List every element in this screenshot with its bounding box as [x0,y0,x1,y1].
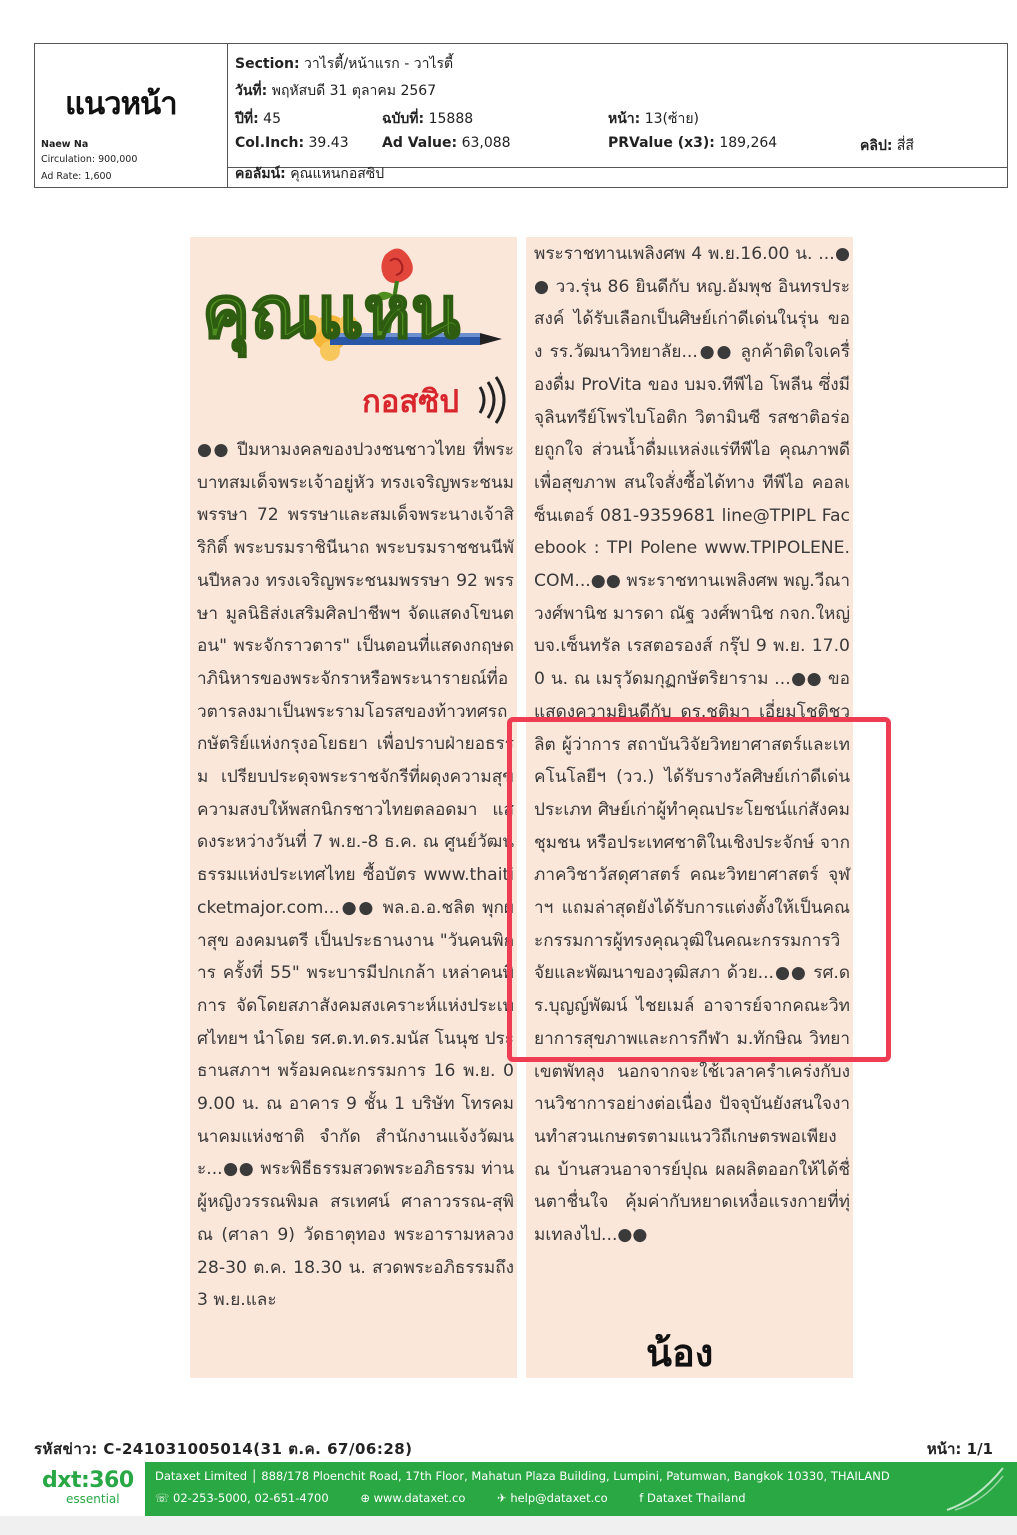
clip-field: คลิป: สี่สี [860,138,914,154]
column-logo [190,237,517,427]
column-logo-graphic [190,237,517,427]
footer-contact-bar [145,1462,1017,1516]
article-text-left: ●● ปีมหามงคลของปวงชนชาวไทย ที่พระบาทสมเด็จพระเจ้าอยู่หัว ทรงเจริญพระชนมพรรษา 72 พรรษาและสมเด็จพระนางเจ้าสิริกิติ์ พระบรมราชินีนาถ พระบรมราชชนนีพันปีหลวง ทรงเจริญพระชนมพรรษา 92 พรรษา มูลนิธิส่งเสริมศิลปาชีพฯ จัดแสดงโขนตอน" พระจักราวตาร" เป็นตอนที่แสดงกฤษดาภินิหารของพระจักราหรือพระนารายณ์ที่อวตารลงมาเป็นพระรามโอรสของท้าวทศรถ กษัตริย์แห่งกรุงอโยธยา เพื่อปราบฝ่ายอธรรม เปรียบประดุจพระราชจักรีที่ผดุงความสุขความสงบให้พสกนิกรชาวไทยตลอดมา แสดงระหว่างวันที่ 7 พ.ย.-8 ธ.ค. ณ ศูนย์วัฒนธรรมแห่งประเทศไทย ซื้อบัตร www.thaiticketmajor.com...●● พล.อ.อ.ชลิต พุกผาสุข องคมนตรี เป็นประธานงาน "วันคนพิการ ครั้งที่ 55" พระบารมีปกเกล้า เหล่าคนพิการ จัดโดยสภาสังคมสงเคราะห์แห่งประเทศไทยฯ นำโดย รศ.ต.ท.ดร.มนัส โนนุช ประธานสภาฯ พร้อมคณะกรรมการ 16 พ.ย. 09.00 น. ณ อาคาร 9 ชั้น 1 บริษัท โทรคมนาคมแห่งชาติ จำกัด สำนักงานแจ้งวัฒนะ...●● พระพิธีธรรมสวดพระอภิธรรม ท่านผู้หญิงวรรณพิมล สรเทศน์ ศาลาวรรณ-สุพิณ (ศาลา 9) วัดธาตุทอง พระอารามหลวง 28-30 ต.ค. 18.30 น. สวดพระอภิธรรมถึง 3 พ.ย.และ [197,440,514,1311]
year-field: ปีที่: 45 [235,111,281,127]
brand-name: dxt:360 [42,1468,134,1493]
sound-waves-icon [480,377,504,423]
news-code: รหัสข่าว: C-241031005014(31 ต.ค. 67/06:28) [34,1440,413,1458]
contact-row [155,1491,774,1505]
email-link[interactable]: ✈ help@dataxet.co [497,1491,608,1505]
advalue-field: Ad Value: 63,088 [382,135,511,151]
page-field: หน้า: 13(ซ้าย) [608,111,700,127]
brand-tagline: essential [66,1492,120,1506]
section-row: Section: วาไรตี้/หน้าแรก - วาไรตี้ [235,56,454,72]
circulation: Circulation: 900,000 [41,154,138,165]
date-row: วันที่: พฤหัสบดี 31 ตุลาคม 2567 [235,83,437,99]
page-number: หน้า: 1/1 [926,1440,993,1458]
publication-title: แนวหน้า [65,86,177,122]
column-row: คอลัมน์: คุณแหนกอสซิป [235,166,385,182]
facebook-link[interactable]: f Dataxet Thailand [639,1491,746,1505]
article-text-right: พระราชทานเพลิงศพ 4 พ.ย.16.00 น. ...●● วว.รุ่น 86 ยินดีกับ หญ.อัมพุช อินทรประสงค์ ได้รับเลือกเป็นศิษย์เก่าดีเด่นในรุ่น ของ รร.วัฒนาวิทยาลัย...●● ลูกค้าติดใจเครื่องดื่ม ProVita ของ บมจ.ทีพีไอ โพลีน ซึ่งมีจุลินทรีย์โพรไบโอติก วิตามินซี รสชาติอร่อยถูกใจ ส่วนน้ำดื่มแหล่งแร่ทีพีไอ คุณภาพดีเพื่อสุขภาพ สนใจสั่งซื้อได้ทาง ทีพีไอ คอลเซ็นเตอร์ 081-9359681 line@TPIPL Facebook : TPI Polene www.TPIPOLENE.COM...●● พระราชทานเพลิงศพ พญ.วีณา วงศ์พานิช มารดา ณัฐ วงศ์พานิช กจก.ใหญ่ บจ.เซ็นทรัล เรสตอรองส์ กรุ๊ป 9 พ.ย. 17.00 น. ณ เมรุวัดมกุฏกษัตริยาราม ...●● ขอแสดงความยินดีกับ ดร.ชุติมา เอี่ยมโชติชวลิต ผู้ว่าการ สถาบันวิจัยวิทยาศาสตร์และเทคโนโลยีฯ (วว.) ได้รับรางวัลศิษย์เก่าดีเด่น ประเภท ศิษย์เก่าผู้ทำคุณประโยชน์แก่สังคม ชุมชน หรือประเทศชาติในเชิงประจักษ์ จากภาควิชาวัสดุศาสตร์ คณะวิทยาศาสตร์ จุฬาฯ แถมล่าสุดยังได้รับการแต่งตั้งให้เป็นคณะกรรมการผู้ทรงคุณวุฒิในคณะกรรมการวิจัยและพัฒนาของวุฒิสภา ด้วย...●● รศ.ดร.บุญญ์พัฒน์ ไชยเมล์ อาจารย์จากคณะวิทยาการสุขภาพและการกีฬา ม.ทักษิณ วิทยาเขตพัทลุง นอกจากจะใช้เวลาคร่ำเคร่งกับงานวิชาการอย่างต่อเนื่อง ปัจจุบันยังสนใจงานทำสวนเกษตรตามแนววิถีเกษตรพอเพียง ณ บ้านสวนอาจารย์ปุณ ผลผลิตออกให้ได้ชื่นตาชื่นใจ คุ้มค่ากับหยาดเหงื่อแรงกายที่ทุ่มเทลงไป...●● [534,244,850,1246]
clipping-header [34,43,1008,188]
author-signature: น้อง [646,1330,714,1375]
page-bottom-strip [0,1516,1017,1535]
logo-subtitle: กอสซิป [362,384,460,420]
logo-title: คุณแหน [202,270,461,354]
prvalue-field: PRValue (x3): 189,264 [608,135,778,151]
website-link[interactable]: ⊕ www.dataxet.co [360,1491,466,1505]
publication-block [35,44,228,187]
highlight-box [507,717,891,1062]
article-column-left [190,237,517,1378]
issue-field: ฉบับที่: 15888 [382,111,474,127]
phone-contact: ☏ 02-253-5000, 02-651-4700 [155,1491,329,1505]
company-address: Dataxet Limited │ 888/178 Ploenchit Road, 17th Floor, Mahatun Plaza Building, Lumpini, Patumwan, Bangkok 10330, THAILAND [155,1469,890,1483]
swoosh-icon [945,1466,1005,1512]
brand-logo [0,1462,145,1516]
ad-rate: Ad Rate: 1,600 [41,171,112,182]
publication-name: Naew Na [41,139,89,150]
colinch-field: Col.Inch: 39.43 [235,135,349,151]
